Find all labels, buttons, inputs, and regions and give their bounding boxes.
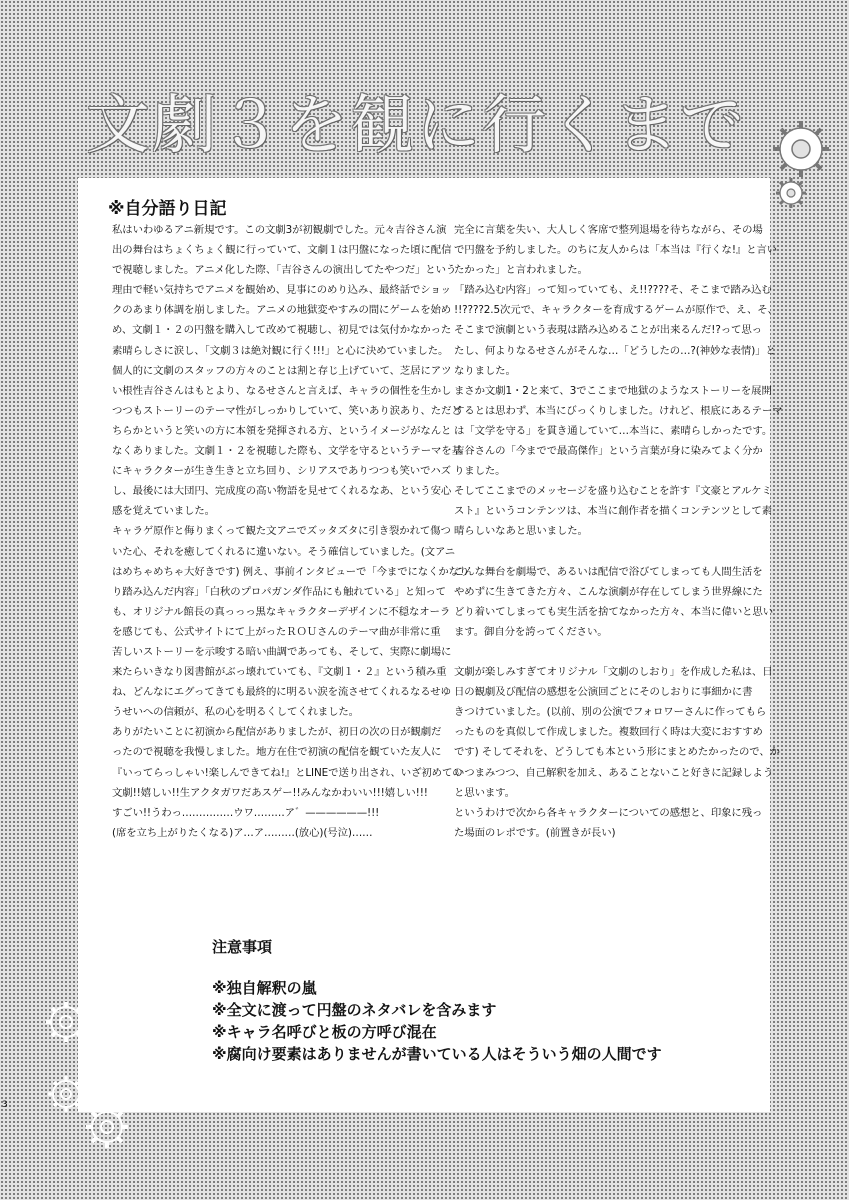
text-line: 「踏み込む内容」って知っていても、え!!????そ、そこまで踏み込む (454, 284, 772, 297)
text-line: は「文学を守る」を貫き通していて…本当に、素晴らしかったです。 (454, 424, 773, 437)
notes-title: 注意事項 (212, 938, 273, 956)
text-line: なりました。 (454, 364, 516, 377)
text-line: 『いってらっしゃい!楽しんできてね!』とLINEで送り出され、いざ初めての (112, 766, 463, 779)
text-line: たかった」と言われました。 (454, 264, 588, 277)
text-line: にキャラクターが生き生きと立ち回り、シリアスでありつつも笑いでハズ (112, 465, 451, 478)
text-line: 文劇!!嬉しい!!生アクタガワだあスゲー!!みんなかわいい!!!嬉しい!!! (112, 786, 428, 799)
text-line: め、文劇１・２の円盤を購入して改めて視聴し、初見では気付かなかった (112, 324, 452, 337)
text-line (454, 542, 754, 562)
text-line: 晴らしいなあと思いました。 (454, 525, 588, 538)
text-line: りました。 (454, 465, 506, 478)
text-line: と思います。 (454, 786, 515, 799)
text-line: つつもストーリーのテーマ性がしっかりしていて、笑いあり涙あり、ただど (112, 404, 462, 417)
text-line: なくありました。文劇１・２を視聴した際も、文学を守るというテーマを基 (112, 445, 462, 458)
notes-item: ※腐向け要素はありませんが書いている人はそういう畑の人間です (212, 1045, 662, 1063)
text-line: い根性吉谷さんはもとより、なるせさんと言えば、キャラの個性を生かし (112, 384, 452, 397)
text-line: ありがたいことに初演から配信がありましたが、初日の次の日が観劇だ (112, 726, 442, 739)
notes-block (212, 936, 662, 1065)
text-line: し、最後には大団円、完成度の高い物語を見せてくれるなあ、という安心 (112, 485, 452, 498)
text-line: 吉谷さんの「今までで最高傑作」という言葉が身に染みてよく分か (454, 445, 763, 458)
right-column (454, 220, 783, 843)
text-line: こんな舞台を劇場で、あるいは配信で浴びてしまっても人間生活を (454, 565, 763, 578)
page-title: 文劇３を観に行くまで (86, 89, 746, 163)
text-line: !!????2.5次元で、キャラクターを育成するゲームが原作で、え、そ、 (454, 304, 778, 317)
text-line: というわけで次から各キャラクターについての感想と、印象に残っ (454, 806, 763, 819)
page-number: 3 (2, 1100, 8, 1110)
text-line: そしてここまでのメッセージを盛り込むことを許す『文豪とアルケミ (454, 485, 772, 498)
text-line: 私はいわゆるアニ新規です。この文劇3が初観劇でした。元々吉谷さん演 (112, 224, 447, 236)
text-line: 文劇が楽しみすぎてオリジナル「文劇のしおり」を作成した私は、日 (454, 666, 773, 679)
text-line: うせいへの信頼が、私の心を明るくしてくれました。 (112, 706, 359, 719)
text-line (454, 642, 754, 662)
text-line: り踏み込んだ内容」「白秋のプロパガンダ作品にも触れている」と知って (112, 585, 446, 598)
text-line: も、オリジナル館長の真っっっ黒なキャラクターデザインに不穏なオーラ (112, 605, 451, 618)
text-line: ね、どんなにエグってきても最終的に明るい涙を流させてくれるなるせゆ (112, 686, 451, 699)
text-line: 出の舞台はちょくちょく観に行っていて、文劇１は円盤になった頃に配信 (112, 244, 452, 257)
text-line: 理由で軽い気持ちでアニメを観始め、見事にのめり込み、最終話でショッ (112, 284, 451, 297)
text-line: いた心、それを癒してくれるに違いない。そう確信していました。(文アニ (112, 545, 456, 558)
text-line: 完全に言葉を失い、大人しく客席で整列退場を待ちながら、その場 (454, 224, 763, 236)
text-line: です) そしてそれを、どうしても本という形にまとめたかったので、か (454, 746, 780, 759)
text-line: (席を立ち上がりたくなる)ア…ア………(放心)(号泣)…… (112, 826, 373, 839)
text-line: 日の観劇及び配信の感想を公演回ごとにそのしおりに事細かに書 (454, 686, 753, 699)
text-line: 来たらいきなり図書館がぶっ壊れていても、『文劇１・２』という積み重 (112, 666, 447, 679)
text-line: ったものを真似して作成しました。複数回行く時は大変におすすめ (454, 726, 763, 739)
notes-item: ※全文に渡って円盤のネタバレを含みます (212, 1001, 497, 1019)
text-line: を感じても、公式サイトにて上がったＲＯＵさんのテーマ曲が非常に重 (112, 625, 441, 638)
text-line: た場面のレポです。(前置きが長い) (454, 826, 616, 839)
text-line: するとは思わず、本当にびっくりしました。けれど、根底にあるテーマ (454, 404, 783, 417)
text-line: どり着いてしまっても実生活を捨てなかった方々、本当に偉いと思い (454, 605, 774, 618)
text-line: はめちゃめちゃ大好きです) 例え、事前インタビューで「今までになくかなり (112, 565, 470, 578)
text-line: まさか文劇1・2と来て、3でここまで地獄のようなストーリーを展開 (454, 384, 772, 397)
text-line: で視聴しました。アニメ化した際、「吉谷さんの演出してたやつだ」という (112, 264, 457, 277)
text-line: やめずに生きてきた方々、こんな演劇が存在してしまう世界線にた (454, 585, 763, 598)
notes-item: ※独自解釈の嵐 (212, 979, 317, 997)
text-line: すごい!!うわっ……………ウワ………ア゛——————!!! (112, 806, 380, 819)
section-heading: ※自分語り日記 (108, 199, 227, 219)
gear-icon (770, 118, 832, 180)
text-line: 素晴らしさに涙し、「文劇３は絶対観に行く!!!」と心に決めていました。 (112, 344, 449, 357)
notes-item: ※キャラ名呼びと板の方呼び混在 (212, 1023, 437, 1041)
text-line: ったので視聴を我慢しました。地方在住で初演の配信を観ていた友人に (112, 746, 442, 759)
text-line: きつけていました。(以前、別の公演でフォロワーさんに作ってもら (454, 706, 767, 719)
text-line: 苦しいストーリーを示唆する暗い曲調であっても、そして、実際に劇場に (112, 645, 452, 658)
text-line: で円盤を予約しました。のちに友人からは「本当は『行くな!』と言い (454, 244, 778, 257)
left-column (112, 220, 470, 843)
text-line: 個人的に文劇のスタッフの方々のことは割と存じ上げていて、芝居にアツ (112, 364, 452, 377)
text-line: たし、何よりなるせさんがそんな…「どうしたの…?(神妙な表情)」と (454, 344, 776, 357)
text-line: 感を覚えていました。 (112, 505, 215, 518)
text-line: スト』というコンテンツは、本当に創作者を描くコンテンツとして素 (454, 505, 772, 518)
text-line: そこまで演劇という表現は踏み込めることが出来るんだ!?って思っ (454, 324, 762, 337)
text-line: いつまみつつ、自己解釈を加え、あることないこと好きに記録しよう (454, 766, 774, 779)
text-line: キャラゲ原作と侮りまくって観た文アニでズッタズタに引き裂かれて傷つ (112, 525, 451, 538)
text-line: ます。御自分を誇ってください。 (454, 625, 608, 638)
text-line: クのあまり体調を崩しました。アニメの地獄変やすみの間にゲームを始め (112, 304, 452, 317)
gear-icon (774, 176, 808, 210)
text-line: ちらかというと笑いの方に本領を発揮される方、というイメージがなんと (112, 424, 452, 437)
